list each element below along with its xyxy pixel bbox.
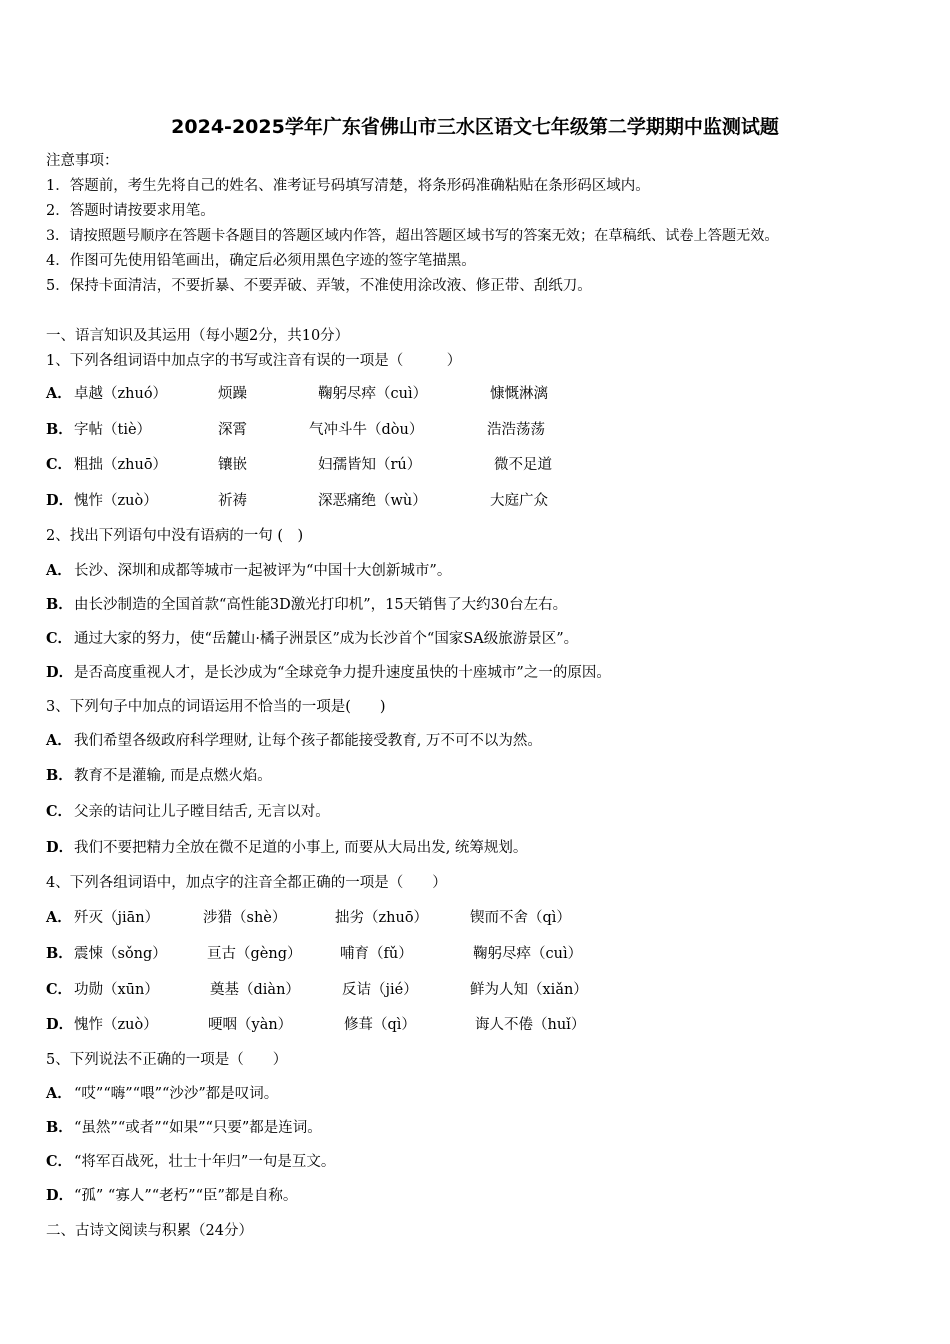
q4-c-cell: 反诘（jié）: [342, 982, 418, 998]
q1-d-cell: 愧怍（zuò）: [74, 493, 158, 509]
q1-b-cell: 深霄: [218, 422, 247, 438]
q4-b-cell: 哺育（fǔ）: [340, 946, 413, 962]
q4-d-cell: 愧怍（zuò）: [74, 1017, 158, 1033]
question-1-stem: 1、下列各组词语中加点字的书写或注音有误的一项是（ ）: [46, 353, 462, 369]
notice-heading: 注意事项：: [46, 153, 119, 169]
q4-a-cell: 拙劣（zhuō）: [335, 910, 429, 926]
q1-c-cell: 微不足道: [494, 457, 552, 473]
q1-d-cell: 大庭广众: [490, 493, 548, 509]
q4-b-cell: 鞠躬尽瘁（cuì）: [473, 946, 583, 962]
section-heading-1: 一、语言知识及其运用（每小题2分，共10分）: [46, 328, 350, 344]
q1-d-cell: 深恶痛绝（wù）: [318, 493, 427, 509]
q4-option-d: D．: [46, 1016, 74, 1033]
q1-b-cell: 气冲斗牛（dòu）: [309, 422, 424, 438]
q4-b-cell: 亘古（gèng）: [207, 946, 302, 962]
question-3-stem: 3、下列句子中加点的词语运用不恰当的一项是( ): [46, 699, 386, 715]
section-heading-2: 二、古诗文阅读与积累（24分）: [46, 1223, 253, 1239]
q4-d-cell: 诲人不倦（huǐ）: [475, 1017, 586, 1033]
q4-d-cell: 哽咽（yàn）: [208, 1017, 293, 1033]
q4-c-cell: 鲜为人知（xiǎn）: [470, 982, 588, 998]
q3-option-c: C． 父亲的诘问让儿子瞠目结舌, 无言以对。: [46, 803, 330, 820]
q4-a-cell: 歼灭（jiān）: [74, 910, 160, 926]
q4-c-cell: 奠基（diàn）: [210, 982, 300, 998]
question-4-stem: 4、下列各组词语中，加点字的注音全都正确的一项是（ ）: [46, 875, 447, 891]
question-2-stem: 2、找出下列语句中没有语病的一句 ( ): [46, 528, 304, 544]
notice-item: 3．请按照题号顺序在答题卡各题目的答题区域内作答，超出答题区域书写的答案无效；在草稿纸、试卷上答题无效。: [46, 228, 779, 244]
q4-option-c: C．: [46, 981, 73, 998]
q2-option-d: D．是否高度重视人才，是长沙成为“全球竞争力提升速度虽快的十座城市”之一的原因。: [46, 664, 611, 681]
q3-option-d: D．我们不要把精力全放在微不足道的小事上, 而要从大局出发, 统筹规划。: [46, 839, 528, 856]
q2-option-c: C． 通过大家的努力，使“岳麓山·橘子洲景区”成为长沙首个“国家SA级旅游景区”。: [46, 630, 579, 647]
q1-c-cell: 粗拙（zhuō）: [74, 457, 168, 473]
notice-item: 1．答题前，考生先将自己的姓名、准考证号码填写清楚，将条形码准确粘贴在条形码区域内。: [46, 178, 650, 194]
q5-option-d: D．“孤” “寡人”“老朽”“臣”都是自称。: [46, 1187, 298, 1204]
q1-option-c: C．: [46, 456, 73, 473]
notice-item: 2．答题时请按要求用笔。: [46, 203, 215, 219]
q4-a-cell: 涉猎（shè）: [203, 910, 287, 926]
q1-b-cell: 字帖（tiè）: [74, 422, 152, 438]
q2-option-a: A． 长沙、深圳和成都等城市一起被评为“中国十大创新城市”。: [46, 562, 452, 579]
q4-a-cell: 锲而不舍（qì）: [470, 910, 571, 926]
q1-option-b: B．: [46, 421, 73, 438]
q4-option-b: B．: [46, 945, 73, 962]
q1-option-d: D．: [46, 492, 74, 509]
q1-d-cell: 祈祷: [218, 493, 247, 509]
q4-b-cell: 震悚（sǒng）: [74, 946, 167, 962]
notice-item: 5．保持卡面清洁，不要折暴、不要弄破、弄皱，不准使用涂改液、修正带、刮纸刀。: [46, 278, 592, 294]
q1-a-cell: 鞠躬尽瘁（cuì）: [318, 386, 428, 402]
q5-option-b: B．“虽然”“或者”“如果”“只要”都是连词。: [46, 1119, 322, 1136]
q1-a-cell: 慷慨淋漓: [490, 386, 548, 402]
q1-c-cell: 镶嵌: [218, 457, 247, 473]
q1-b-cell: 浩浩荡荡: [487, 422, 545, 438]
q3-option-b: B．教育不是灌输, 而是点燃火焰。: [46, 767, 272, 784]
q3-option-a: A． 我们希望各级政府科学理财, 让每个孩子都能接受教育, 万不可不以为然。: [46, 732, 542, 749]
q4-d-cell: 修葺（qì）: [344, 1017, 416, 1033]
q5-option-c: C． “将军百战死，壮士十年归”一句是互文。: [46, 1153, 336, 1170]
q2-option-b: B．由长沙制造的全国首款“高性能3D激光打印机”，15天销售了大约30台左右。: [46, 596, 568, 613]
q1-c-cell: 妇孺皆知（rú）: [318, 457, 422, 473]
q1-a-cell: 卓越（zhuó）: [74, 386, 168, 402]
page-title: 2024-2025学年广东省佛山市三水区语文七年级第二学期期中监测试题: [171, 116, 779, 138]
q1-option-a: A．: [46, 385, 72, 402]
q1-a-cell: 烦躁: [218, 386, 247, 402]
question-5-stem: 5、下列说法不正确的一项是（ ）: [46, 1052, 288, 1068]
q4-option-a: A．: [46, 909, 72, 926]
notice-item: 4．作图可先使用铅笔画出，确定后必须用黑色字迹的签字笔描黑。: [46, 253, 476, 269]
q5-option-a: A． “哎”“嗨”“喂”“沙沙”都是叹词。: [46, 1085, 279, 1102]
q4-c-cell: 功勋（xūn）: [74, 982, 159, 998]
